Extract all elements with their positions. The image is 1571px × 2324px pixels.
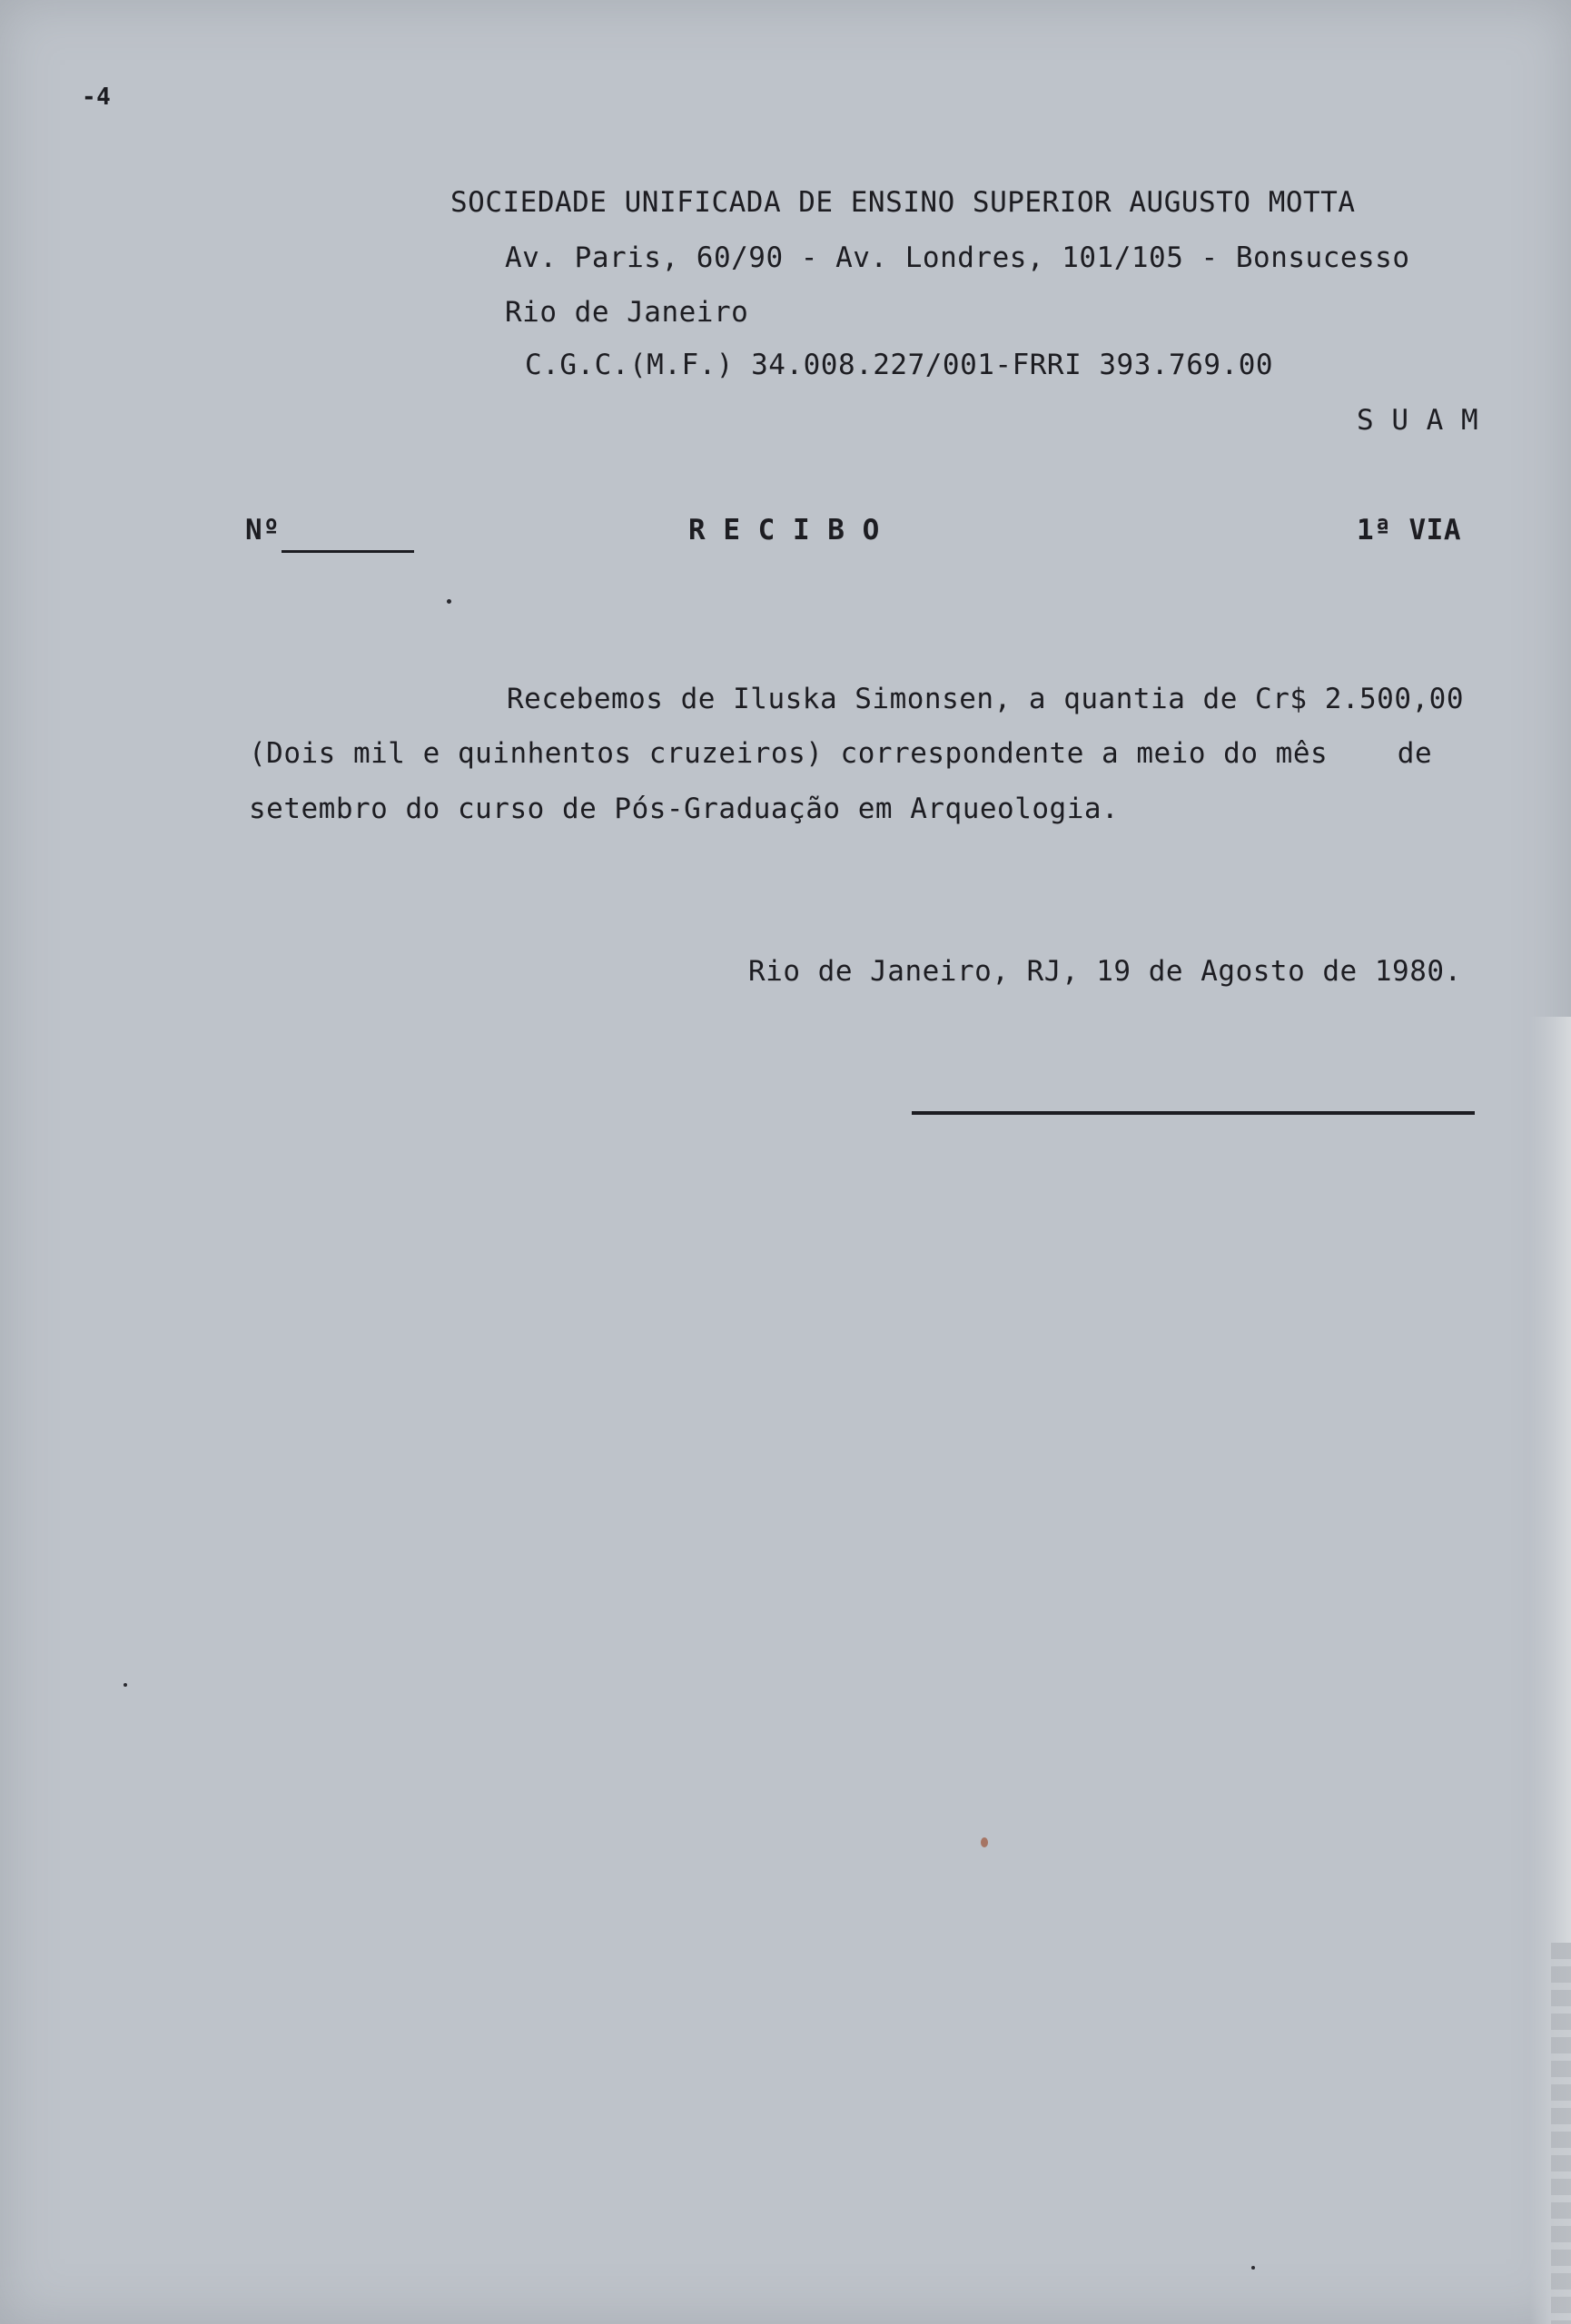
paper-speck bbox=[447, 599, 451, 604]
receipt-text-line-1: Recebemos de Iluska Simonsen, a quantia de Cr$ 2.500,00 bbox=[507, 683, 1464, 715]
institution-acronym: S U A M bbox=[1357, 404, 1479, 437]
paper-corner bbox=[1551, 1943, 1571, 2324]
rust-spot bbox=[981, 1837, 988, 1847]
institution-address: Av. Paris, 60/90 - Av. Londres, 101/105 - Bonsucesso bbox=[505, 241, 1410, 274]
signature-line bbox=[912, 1111, 1475, 1115]
institution-name: SOCIEDADE UNIFICADA DE ENSINO SUPERIOR AUGUSTO MOTTA bbox=[450, 186, 1356, 219]
receipt-text-line-2: (Dois mil e quinhentos cruzeiros) correspondente a meio do mês de bbox=[249, 737, 1433, 770]
receipt-title: R E C I B O bbox=[688, 514, 880, 547]
receipt-copy: 1ª VIA bbox=[1357, 514, 1461, 547]
receipt-date: Rio de Janeiro, RJ, 19 de Agosto de 1980. bbox=[748, 955, 1462, 988]
institution-city: Rio de Janeiro bbox=[505, 296, 749, 329]
receipt-number-blank bbox=[282, 550, 414, 553]
receipt-number-label: Nº bbox=[245, 514, 281, 547]
receipt-text-line-3: setembro do curso de Pós-Graduação em Arqueologia. bbox=[249, 793, 1120, 825]
institution-registration: C.G.C.(M.F.) 34.008.227/001-FRRI 393.769.00 bbox=[525, 349, 1274, 381]
paper-speck bbox=[1251, 2266, 1255, 2270]
corner-mark: -4 bbox=[82, 84, 112, 111]
paper-speck bbox=[124, 1683, 127, 1687]
